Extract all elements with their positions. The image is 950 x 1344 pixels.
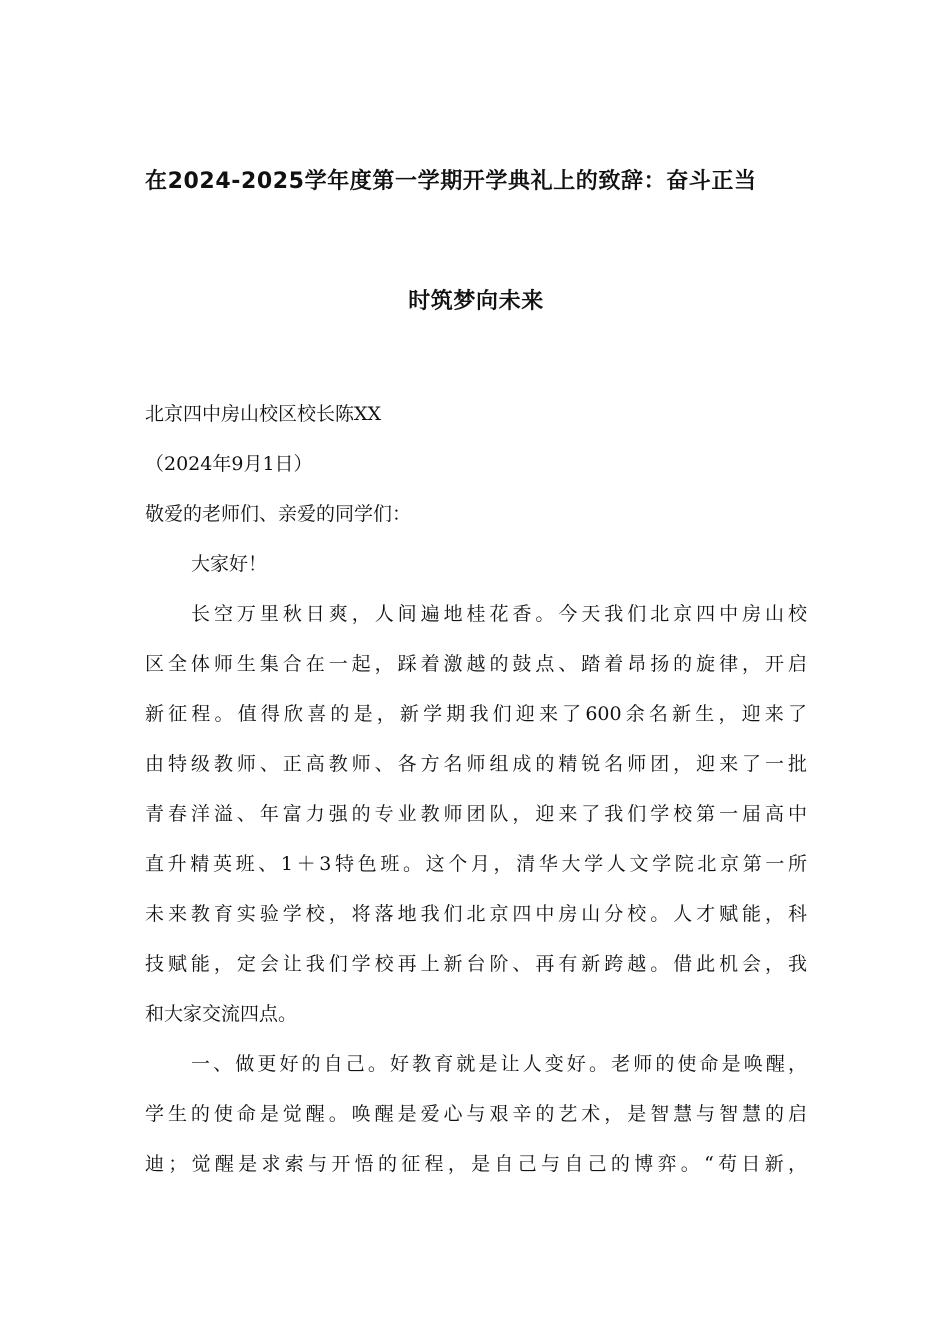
paragraph-line: 直升精英班、1＋3特色班。这个月，清华大学人文学院北京第一所 <box>145 853 807 875</box>
paragraph-line: 技赋能，定会让我们学校再上新台阶、再有新跨越。借此机会，我 <box>145 953 807 975</box>
paragraph-line: 长空万里秋日爽，人间遍地桂花香。今天我们北京四中房山校 <box>191 603 807 625</box>
paragraph-line: 学生的使命是觉醒。唤醒是爱心与艰辛的艺术，是智慧与智慧的启 <box>145 1103 807 1125</box>
document-title-line-2: 时筑梦向未来 <box>408 289 544 314</box>
date-line: （2024年9月1日） <box>145 453 313 475</box>
paragraph-line: 新征程。值得欣喜的是，新学期我们迎来了600余名新生，迎来了 <box>145 703 807 725</box>
author-line: 北京四中房山校区校长陈XX <box>145 403 382 425</box>
paragraph-2 <box>145 1039 807 1189</box>
greeting: 大家好！ <box>191 553 268 575</box>
paragraph-line: 区全体师生集合在一起，踩着激越的鼓点、踏着昂扬的旋律，开启 <box>145 653 807 675</box>
paragraph-line: 由特级教师、正高教师、各方名师组成的精锐名师团，迎来了一批 <box>145 753 807 775</box>
paragraph-line: 青春洋溢、年富力强的专业教师团队，迎来了我们学校第一届高中 <box>145 803 807 825</box>
paragraph-line: 和大家交流四点。 <box>145 1003 298 1025</box>
paragraph-line: 一、做更好的自己。好教育就是让人变好。老师的使命是唤醒， <box>191 1053 807 1075</box>
document-title-line-1: 在2024-2025学年度第一学期开学典礼上的致辞：奋斗正当 <box>145 169 757 194</box>
paragraph-line: 迪；觉醒是求索与开悟的征程，是自己与自己的博弈。“苟日新， <box>145 1153 807 1175</box>
salutation: 敬爱的老师们、亲爱的同学们： <box>145 503 412 525</box>
paragraph-1 <box>145 589 807 1039</box>
paragraph-line: 未来教育实验学校，将落地我们北京四中房山分校。人才赋能，科 <box>145 903 807 925</box>
